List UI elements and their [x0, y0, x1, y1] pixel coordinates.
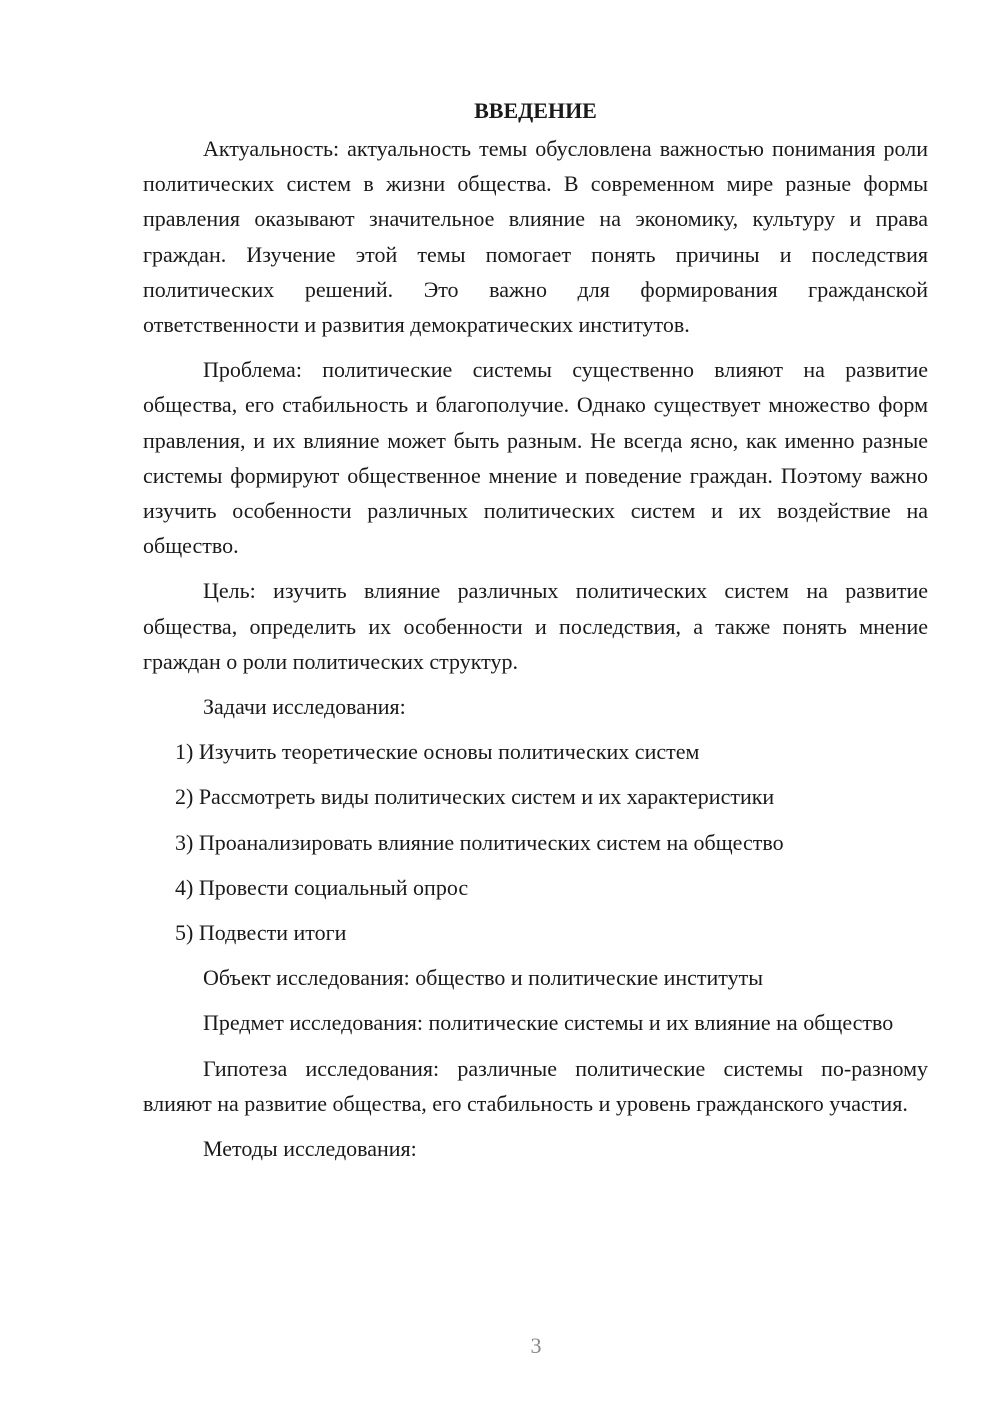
list-item: 4) Провести социальный опрос — [175, 874, 469, 900]
tasks-list — [143, 734, 928, 950]
list-item: 1) Изучить теоретические основы политических систем — [175, 739, 700, 765]
relevance-paragraph: Актуальность: актуальность темы обусловлена важностью понимания роли политических систем в жизни общества. В современном мире разные формы правления оказывают значительное влияние на экономику, культуру и права граждан. Изучение этой темы помогает понять причины и последствия политических решений. Это важно для формирования гражданской ответственности и развития демократических институтов. — [143, 136, 928, 338]
goal-paragraph: Цель: изучить влияние различных политических систем на развитие общества, определить их особенности и последствия, а также понять мнение граждан о роли политических структур. — [143, 578, 928, 674]
hypothesis-paragraph: Гипотеза исследования: различные политические системы по-разному влияют на развитие общества, его стабильность и уровень гражданского участия. — [143, 1055, 928, 1116]
section-heading: ВВЕДЕНИЕ — [474, 98, 597, 123]
tasks-label: Задачи исследования: — [203, 694, 406, 720]
list-item: 3) Проанализировать влияние политических систем на общество — [175, 829, 784, 855]
subject-paragraph: Предмет исследования: политические системы и их влияние на общество — [203, 1010, 894, 1036]
page-content — [143, 93, 928, 1176]
methods-label: Методы исследования: — [203, 1136, 417, 1162]
object-paragraph: Объект исследования: общество и политические институты — [203, 965, 764, 991]
list-item: 5) Подвести итоги — [175, 920, 347, 946]
list-item: 2) Рассмотреть виды политических систем и их характеристики — [175, 784, 775, 810]
problem-paragraph: Проблема: политические системы существенно влияют на развитие общества, его стабильность и благополучие. Однако существует множество форм правления, и их влияние может быть разным. Не всегда ясно, как именно разные системы формируют общественное мнение и поведение граждан. Поэтому важно изучить особенности различных политических систем и их воздействие на общество. — [143, 357, 928, 559]
page-number: 3 — [530, 1333, 542, 1358]
